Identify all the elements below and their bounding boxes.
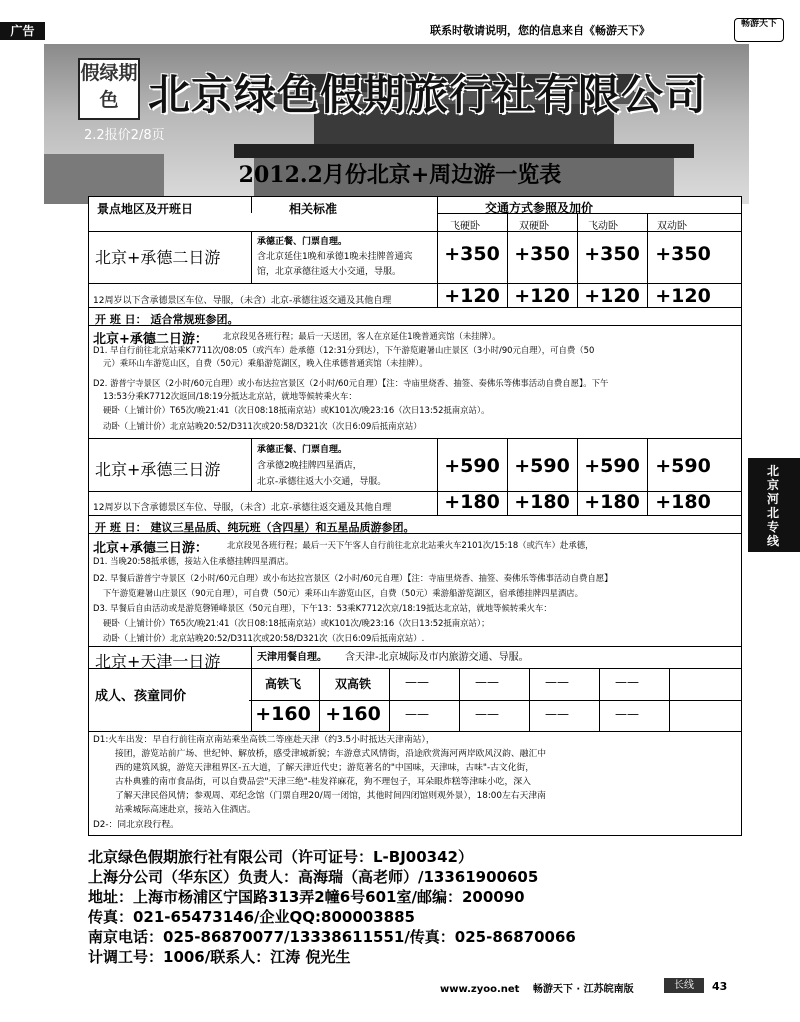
route-3-dash-2: —— <box>475 675 499 689</box>
footer <box>440 980 634 995</box>
tour-table <box>88 196 742 836</box>
route-3-detail-1: D1:火车出发：早自行前往南京南站乘坐高铁二等座赴天津（约3.5小时抵达天津南站）， <box>93 735 435 745</box>
route-2-price-3: +590 <box>584 455 640 477</box>
route-3-detail-4: 古朴典雅的南市食品街，可以自费品尝"天津三绝"-桂发祥麻花，狗不理包子，耳朵眼炸糕等津味小吃，深入 <box>115 777 531 787</box>
contact-line-1: 北京绿色假期旅行社有限公司（许可证号：L-BJ00342） <box>88 848 473 866</box>
magazine-logo: 畅游天下 <box>734 18 784 42</box>
route-3-same-price: 成人、孩童同价 <box>95 689 187 704</box>
mode-3: 飞动卧 <box>588 221 618 232</box>
contact-line-6: 计调工号：1006/联系人：江涛 倪光生 <box>88 948 351 966</box>
route-1-price-1: +350 <box>444 243 500 265</box>
route-1-child-note: 12周岁以下含承德景区车位、导服，（未含）北京-承德往返交通及其他自理 <box>93 296 392 306</box>
route-1-detail-2: 元）乘环山车游览山区，自费（50元）乘船游览湖区，晚入住承德普通宾馆（未挂牌）。 <box>103 358 428 368</box>
side-tab-label: 北京河北专线 <box>767 464 780 548</box>
route-2-price-2: +590 <box>514 455 570 477</box>
route-1-detail-6: 动卧（上铺计价）北京站晚20:52/D311次或20:58/D321次（次日6:09后抵南京站） <box>103 421 422 431</box>
mode-4: 双动卧 <box>657 221 687 232</box>
route-2-detail-3: 下午游览避暑山庄景区（90元自理），可自费（50元）乘环山车游览山区，自费（50元）乘游船游览湖区，宿承德挂牌四星酒店。 <box>103 588 584 598</box>
route-3-name: 北京+天津一日游 <box>95 652 221 671</box>
route-2-child-price-4: +180 <box>655 491 711 513</box>
header-transport: 交通方式参照及加价 <box>485 201 594 215</box>
mode-2: 双硬卧 <box>519 221 549 232</box>
route-3-dash-3: —— <box>545 675 569 689</box>
page-number: 43 <box>712 980 728 993</box>
travel-agency-logo: 假绿期色 <box>78 58 140 120</box>
route-1-detail-3: D2. 游普宁寺景区（2小时/60元自理）或小布达拉宫景区（2小时/60元自理）【注：寺庙里烧香、抽签、奏佛乐等佛事活动自费自愿】。下午 <box>93 378 609 388</box>
contact-line-5: 南京电话：025-86870077/13338611551/传真：025-86870066 <box>88 928 576 946</box>
route-2-detail-6: 动卧（上铺计价）北京站晚20:52/D311次或20:58/D321次（次日6:09后抵南京站）. <box>103 633 425 643</box>
route-2-child-price-2: +180 <box>514 491 570 513</box>
route-2-std-1: 含承德2晚挂牌四星酒店， <box>257 461 362 471</box>
route-3-mode-1: 高铁飞 <box>265 677 302 691</box>
route-1-detail-title: 北京+承德二日游： <box>93 332 208 347</box>
route-3-std-title: 天津用餐自理。 <box>257 652 327 663</box>
route-3-detail-3: 西的建筑风貌，游览天津租界区-五大道，了解天津近代史；游览著名的"中国味，天津味，古味"-古文化街， <box>115 763 535 773</box>
footer-tag: 长线 <box>664 978 704 993</box>
route-1-detail-5: 硬卧（上铺计价）T65次/晚21:41（次日08:18抵南京站）或K101次/晚23:16（次日13:52抵南京站）。 <box>103 405 490 415</box>
route-3-price-1: +160 <box>255 703 311 725</box>
route-3-detail-2: 接团，游览站前广场、世纪钟、解放桥，感受津城新貌；车游意式风情街，沿途欣赏海河两岸欧风汉韵、融汇中 <box>115 749 547 759</box>
route-2-detail-4: D3. 早餐后自由活动或是游览磬锤峰景区（50元自理），下午13：53乘K7712次京/18:19抵达北京站，就地等候转乘火车： <box>93 603 552 613</box>
route-3-detail-5: 了解天津民俗风情；参观周、邓纪念馆（门票自理20/周一闭馆，其他时间四闭馆则观外景），18:00左右天津南 <box>115 791 546 801</box>
route-2-child-note: 12周岁以下含承德景区车位、导服，（未含）北京-承德往返交通及其他自理 <box>93 503 392 513</box>
contact-line-2: 上海分公司（华东区）负责人：高海瑞（高老师）/13361900605 <box>88 868 539 886</box>
footer-publication: 畅游天下 · 江苏皖南版 <box>532 984 634 995</box>
header-standard: 相关标准 <box>289 202 338 216</box>
route-2-child-price-3: +180 <box>584 491 640 513</box>
mode-1: 飞硬卧 <box>450 221 480 232</box>
route-3-detail-6: 站乘城际高速赴京，接站入住酒店。 <box>115 805 256 815</box>
route-1-child-price-1: +120 <box>444 285 500 307</box>
contact-line-4: 传真：021-65473146/企业QQ:800003885 <box>88 908 415 926</box>
route-2-name: 北京+承德三日游 <box>95 460 221 479</box>
company-title: 北京绿色假期旅行社有限公司 <box>148 70 708 119</box>
side-tab <box>748 458 800 552</box>
price-note: 2.2报价2/8页 <box>84 128 165 143</box>
route-1-name: 北京+承德二日游 <box>95 248 221 267</box>
route-2-detail-5: 硬卧（上铺计价）T65次/晚21:41（次日08:18抵南京站）或K101次/晚23:16（次日13:52抵南京站）； <box>103 618 490 628</box>
route-3-dash-7: —— <box>545 707 569 721</box>
footer-site[interactable]: www.zyoo.net <box>440 984 520 995</box>
route-3-std-rest: 含天津-北京城际及市内旅游交通、导服。 <box>345 652 529 663</box>
route-2-bar: 开 班 日： 建议三星品质、纯玩班（含四星）和五星品质游参团。 <box>95 521 415 534</box>
route-3-dash-8: —— <box>615 707 639 721</box>
route-1-price-2: +350 <box>514 243 570 265</box>
route-2-detail-title: 北京+承德三日游： <box>93 541 208 556</box>
ad-tag: 广告 <box>0 22 45 40</box>
route-3-dash-1: —— <box>405 675 429 689</box>
route-1-child-price-2: +120 <box>514 285 570 307</box>
route-1-child-price-3: +120 <box>584 285 640 307</box>
route-1-detail-1: D1. 早自行前往北京站乘K7711次/08:05（或汽车）赴承德（12:31分到达），下午游览避暑山庄景区（3小时/90元自理），可自费（50 <box>93 345 595 355</box>
route-1-price-3: +350 <box>584 243 640 265</box>
route-2-std-title: 承德正餐、门票自理。 <box>257 445 348 455</box>
route-2-detail-intro: 北京段见各班行程；最后一天下午客人自行前往北京北站乘火车2101次/15:18（或汽车）赴承德， <box>227 540 594 550</box>
route-1-price-4: +350 <box>655 243 711 265</box>
route-2-detail-1: D1. 当晚20:58抵承德，接站入住承德挂牌四星酒店。 <box>93 556 294 566</box>
route-1-std-title: 承德正餐、门票自理。 <box>257 237 348 247</box>
route-2-child-price-1: +180 <box>444 491 500 513</box>
header-area: 景点地区及开班日 <box>97 202 194 216</box>
route-2-price-4: +590 <box>655 455 711 477</box>
page-title: 2012.2月份北京+周边游一览表 <box>238 162 562 188</box>
route-2-std-2: 北京-承德往返大小交通，导服。 <box>257 477 387 487</box>
route-1-child-price-4: +120 <box>655 285 711 307</box>
route-1-detail-4: 13:53分乘K7712次返回/18:19分抵达北京站，就地等候转乘火车： <box>103 391 357 401</box>
route-3-price-2: +160 <box>325 703 381 725</box>
route-3-dash-5: —— <box>405 707 429 721</box>
route-3-dash-4: —— <box>615 675 639 689</box>
route-3-dash-6: —— <box>475 707 499 721</box>
route-2-detail-2: D2. 早餐后游普宁寺景区（2小时/60元自理）或小布达拉宫景区（2小时/60元自理）【注：寺庙里烧香、抽签、奏佛乐等佛事活动自费自愿】 <box>93 573 613 583</box>
contact-line-3: 地址：上海市杨浦区宁国路313弄2幢6号601室/邮编：200090 <box>88 888 525 906</box>
route-3-detail-7: D2-：同北京段行程。 <box>93 820 179 830</box>
route-1-bar: 开 班 日： 适合常规班参团。 <box>95 313 239 326</box>
route-1-detail-intro: 北京段见各班行程；最后一天送团，客人在京延住1晚普通宾馆（未挂牌）。 <box>223 331 501 341</box>
route-3-mode-2: 双高铁 <box>335 677 372 691</box>
route-1-std-1: 含北京延住1晚和承德1晚未挂牌普通宾 <box>257 252 413 262</box>
source-note: 联系时敬请说明，您的信息来自《畅游天下》 <box>430 24 650 37</box>
route-2-price-1: +590 <box>444 455 500 477</box>
route-1-std-2: 馆，北京承德往返大小交通，导服。 <box>257 267 402 277</box>
